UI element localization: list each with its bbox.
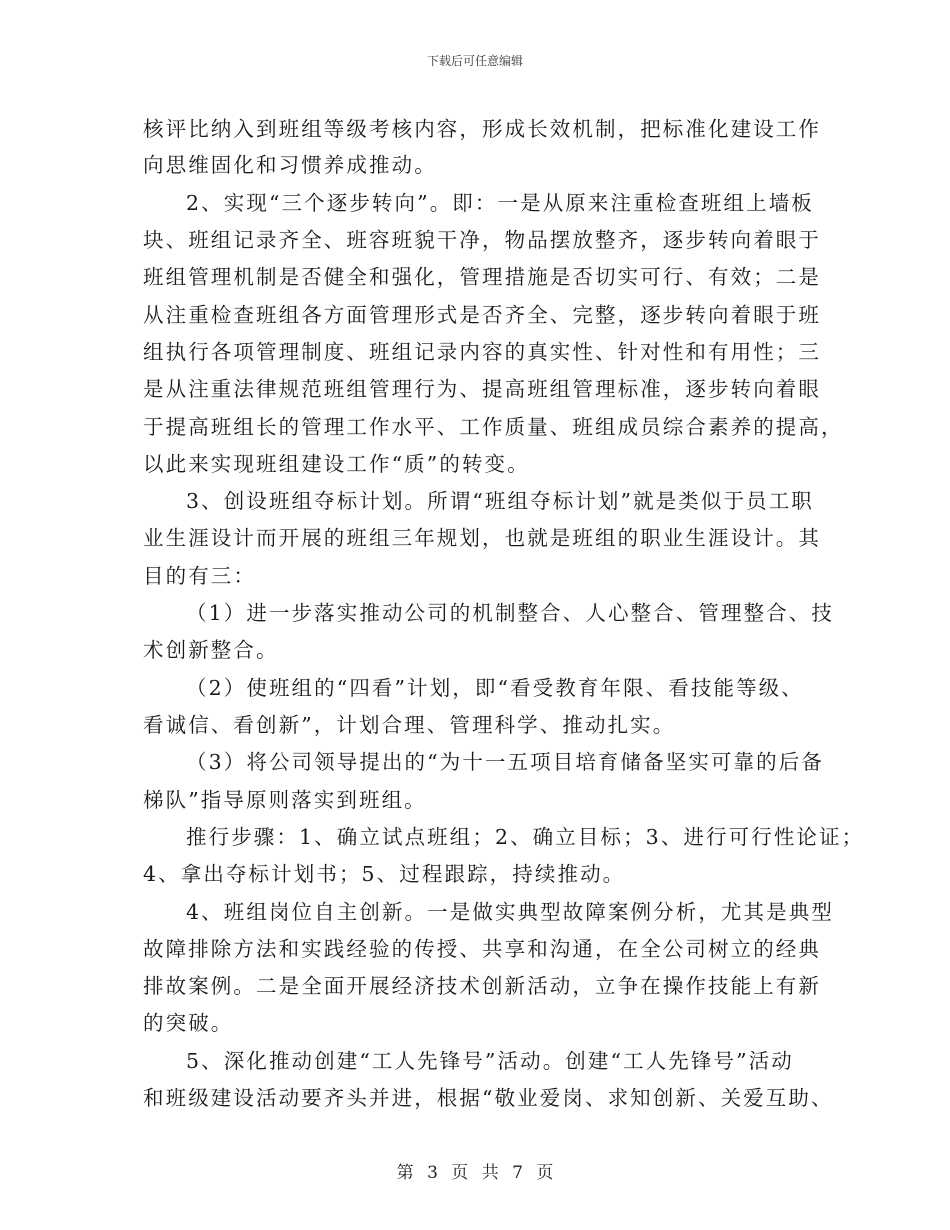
body-line: 看诚信、看创新”，计划合理、管理科学、推动扎实。: [143, 713, 676, 737]
body-line: 4、班组岗位自主创新。一是做实典型故障案例分析，尤其是典型: [186, 900, 834, 924]
body-line: 业生涯设计而开展的班组三年规划，也就是班组的职业生涯设计。其: [143, 526, 821, 550]
body-line: （3）将公司领导提出的“为十一五项目培育储备坚实可靠的后备: [186, 750, 824, 774]
body-line: （1）进一步落实推动公司的机制整合、人心整合、管理整合、技: [186, 601, 834, 625]
body-line: 班组管理机制是否健全和强化，管理措施是否切实可行、有效；二是: [143, 265, 821, 289]
body-line: 故障排除方法和实践经验的传授、共享和沟通，在全公司树立的经典: [143, 937, 821, 961]
page-header-note: 下载后可任意编辑: [426, 54, 523, 68]
body-line: 4、拿出夺标计划书；5、过程跟踪，持续推动。: [143, 862, 626, 886]
body-line: 的突破。: [143, 1011, 234, 1035]
body-line: 核评比纳入到班组等级考核内容，形成长效机制，把标准化建设工作: [143, 117, 821, 141]
body-line: 目的有三：: [143, 564, 256, 588]
body-line: 5、深化推动创建“工人先锋号”活动。创建“工人先锋号”活动: [186, 1049, 794, 1073]
body-line: 梯队”指导原则落实到班组。: [143, 788, 427, 812]
body-line: 组执行各项管理制度、班组记录内容的真实性、针对性和有用性；三: [143, 340, 821, 364]
body-line: 从注重检查班组各方面管理形式是否齐全、完整，逐步转向着眼于班: [143, 303, 821, 327]
body-line: 以此来实现班组建设工作“质”的转变。: [143, 452, 530, 476]
body-line: 3、创设班组夺标计划。所谓“班组夺标计划”就是类似于员工职: [186, 489, 814, 513]
body-line: 术创新整合。: [143, 638, 279, 662]
body-line: 向思维固化和习惯养成推动。: [143, 153, 437, 177]
body-line: （2）使班组的“四看”计划，即“看受教育年限、看技能等级、: [186, 676, 804, 700]
body-line: 和班级建设活动要齐头并进，根据“敬业爱岗、求知创新、关爱互助、: [143, 1086, 834, 1110]
page-number-footer: 第 3 页 共 7 页: [396, 1163, 554, 1183]
body-line: 2、实现“三个逐步转向”。即：一是从原来注重检查班组上墙板: [186, 191, 814, 215]
body-line: 于提高班组长的管理工作水平、工作质量、班组成员综合素养的提高，: [143, 415, 844, 439]
body-line: 块、班组记录齐全、班容班貌干净，物品摆放整齐，逐步转向着眼于: [143, 228, 821, 252]
body-line: 推行步骤：1、确立试点班组；2、确立目标；3、进行可行性论证；: [186, 825, 865, 849]
body-line: 排故案例。二是全面开展经济技术创新活动，立争在操作技能上有新: [143, 974, 821, 998]
body-line: 是从注重法律规范班组管理行为、提高班组管理标准，逐步转向着眼: [143, 377, 821, 401]
